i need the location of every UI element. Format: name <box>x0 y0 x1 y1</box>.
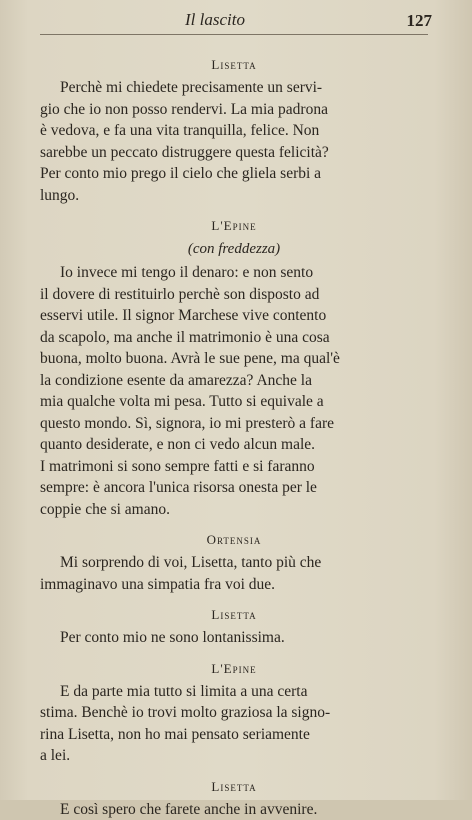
text-line: Mi sorprendo di voi, Lisetta, tanto più che <box>40 552 428 574</box>
speaker-name: Lisetta <box>40 55 428 75</box>
speaker-name: L'Epine <box>40 216 428 236</box>
text-line: sarebbe un peccato distruggere questa felicità? <box>40 142 428 164</box>
text-line: gio che io non posso rendervi. La mia padrona <box>40 99 428 121</box>
text-line: Per conto mio prego il cielo che gliela serbi a <box>40 163 428 185</box>
speech-paragraph <box>40 77 428 206</box>
text-line: buona, molto buona. Avrà le sue pene, ma qual'è <box>40 348 428 370</box>
running-title: Il lascito <box>185 10 245 30</box>
text-line: coppie che si amano. <box>40 499 428 521</box>
dialogue-content <box>40 55 428 820</box>
speaker-name: Lisetta <box>40 605 428 625</box>
page-number: 127 <box>407 11 433 31</box>
text-line: la condizione esente da amarezza? Anche la <box>40 370 428 392</box>
text-line: lungo. <box>40 185 428 207</box>
text-line: rina Lisetta, non ho mai pensato seriamente <box>40 724 428 746</box>
speech-paragraph <box>40 799 428 820</box>
speaker-name: L'Epine <box>40 659 428 679</box>
speaker-name: Lisetta <box>40 777 428 797</box>
text-line: a lei. <box>40 745 428 767</box>
text-line: questo mondo. Sì, signora, io mi presterò a fare <box>40 413 428 435</box>
text-line: stima. Benchè io trovi molto graziosa la signo- <box>40 702 428 724</box>
running-head <box>40 8 428 35</box>
speaker-name: Ortensia <box>40 530 428 550</box>
text-line: I matrimoni si sono sempre fatti e si faranno <box>40 456 428 478</box>
text-line: Perchè mi chiedete precisamente un servi- <box>40 77 428 99</box>
text-line: quanto desiderate, e non ci vedo alcun male. <box>40 434 428 456</box>
text-line: da scapolo, ma anche il matrimonio è una cosa <box>40 327 428 349</box>
text-line: sempre: è ancora l'unica risorsa onesta per le <box>40 477 428 499</box>
speech-paragraph <box>40 552 428 595</box>
text-line: immaginavo una simpatia fra voi due. <box>40 574 428 596</box>
text-line: Per conto mio ne sono lontanissima. <box>40 627 428 649</box>
text-line: esservi utile. Il signor Marchese vive contento <box>40 305 428 327</box>
speech-paragraph <box>40 262 428 520</box>
text-line: E così spero che farete anche in avvenire. <box>40 799 428 820</box>
speech-paragraph <box>40 681 428 767</box>
text-line: E da parte mia tutto si limita a una certa <box>40 681 428 703</box>
text-line: il dovere di restituirlo perchè son disposto ad <box>40 284 428 306</box>
text-line: è vedova, e fa una vita tranquilla, felice. Non <box>40 120 428 142</box>
speech-paragraph <box>40 627 428 649</box>
text-line: mia qualche volta mi pesa. Tutto si equivale a <box>40 391 428 413</box>
stage-direction: (con freddezza) <box>40 238 428 260</box>
text-line: Io invece mi tengo il denaro: e non sento <box>40 262 428 284</box>
